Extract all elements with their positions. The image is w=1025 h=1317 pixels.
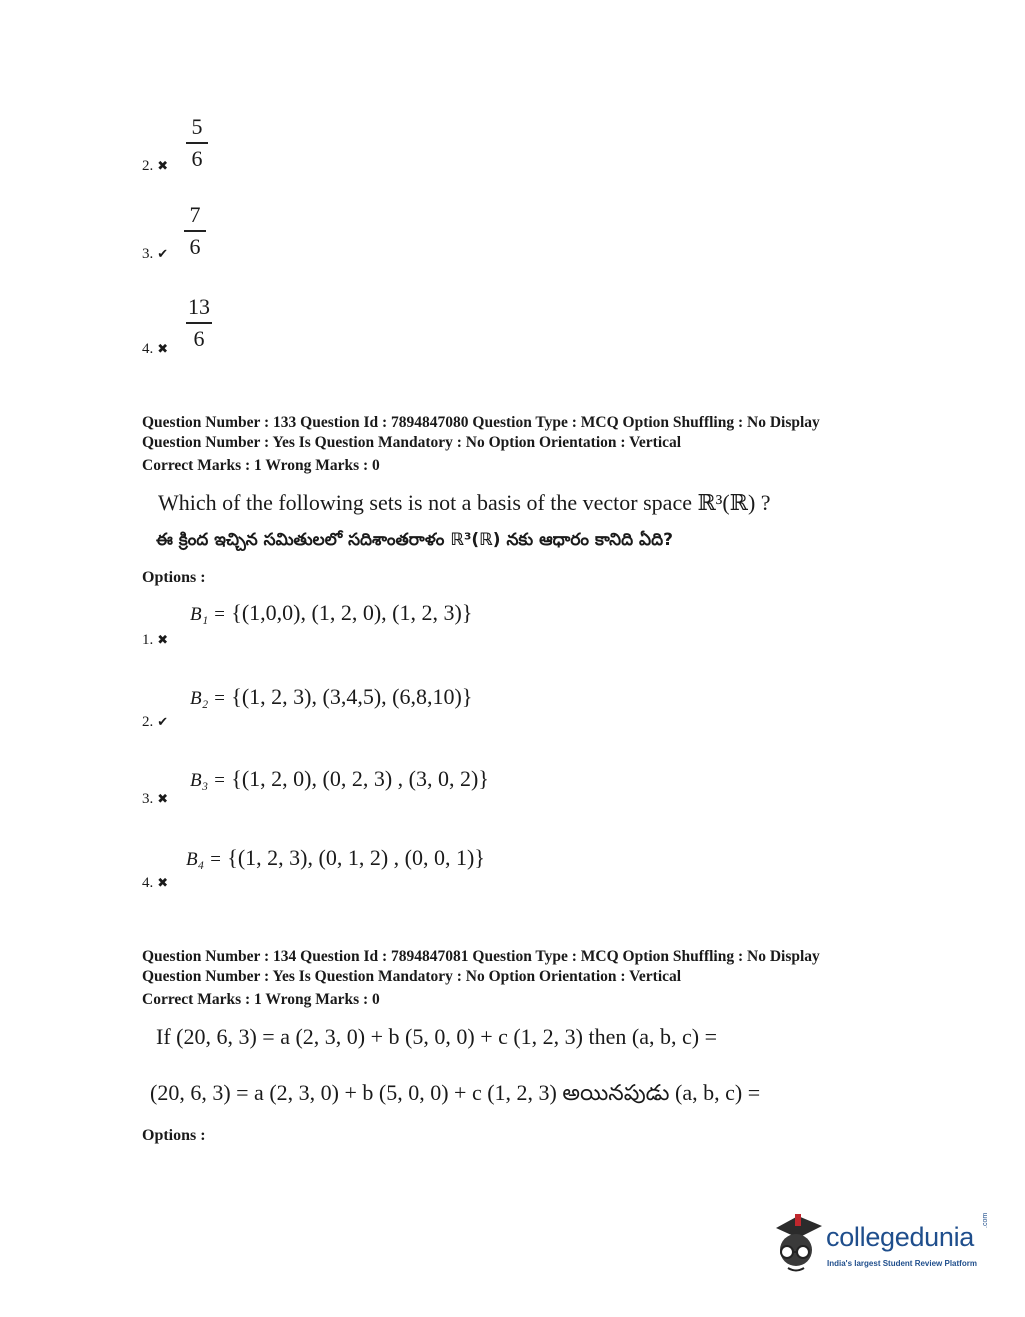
- numerator: 5: [191, 114, 203, 139]
- check-mark-icon: ✔: [157, 714, 169, 729]
- fraction-bar: [186, 142, 208, 144]
- set-label: B₄ =: [186, 849, 222, 870]
- numerator: 7: [189, 202, 201, 227]
- q133-option-3-marker: [142, 791, 168, 808]
- q133-meta-line-1: Question Number : 133 Question Id : 7894847080 Question Type : MCQ Option Shuffling : No Display: [142, 414, 820, 431]
- q133-option-1-marker: [142, 632, 168, 649]
- q133-option-2-marker: [142, 714, 168, 731]
- q134-question-english: If (20, 6, 3) = a (2, 3, 0) + b (5, 0, 0) + c (1, 2, 3) then (a, b, c) =: [156, 1024, 717, 1049]
- prev-option-3: [142, 246, 168, 263]
- collegedunia-logo: [768, 1210, 998, 1280]
- q134-options-label: Options :: [142, 1127, 206, 1144]
- mascot-icon: [768, 1210, 826, 1276]
- option-number: 2.: [142, 158, 154, 174]
- logo-tagline: India's largest Student Review Platform: [827, 1259, 977, 1268]
- q133-option-2-set: [190, 684, 472, 710]
- option-number: 3.: [142, 791, 154, 807]
- fraction-seven-sixths: [184, 204, 206, 258]
- set-elements: {(1, 2, 3), (0, 1, 2) , (0, 0, 1)}: [227, 845, 485, 870]
- q134-meta-line-2: Question Number : Yes Is Question Mandatory : No Option Orientation : Vertical: [142, 968, 682, 985]
- q133-option-3-set: [190, 766, 489, 792]
- set-elements: {(1, 2, 3), (3,4,5), (6,8,10)}: [231, 684, 473, 709]
- fraction-five-sixths: [186, 116, 208, 170]
- prev-option-2: [142, 158, 168, 175]
- set-elements: {(1, 2, 0), (0, 2, 3) , (3, 0, 2)}: [231, 766, 489, 791]
- wrong-mark-icon: ✖: [157, 791, 169, 806]
- logo-name: collegedunia: [826, 1222, 975, 1252]
- option-number: 2.: [142, 714, 154, 730]
- set-label: B₂ =: [190, 688, 226, 709]
- set-label: B₁ =: [190, 604, 226, 625]
- wrong-mark-icon: ✖: [157, 875, 169, 890]
- denominator: 6: [191, 146, 203, 171]
- option-number: 1.: [142, 632, 154, 648]
- option-number: 4.: [142, 341, 154, 357]
- q134-question-telugu: (20, 6, 3) = a (2, 3, 0) + b (5, 0, 0) + c (1, 2, 3) అయినపుడు (a, b, c) =: [150, 1080, 761, 1105]
- option-number: 4.: [142, 875, 154, 891]
- logo-suffix: .com: [982, 1212, 989, 1228]
- wrong-mark-icon: ✖: [157, 158, 169, 173]
- option-number: 3.: [142, 246, 154, 262]
- numerator: 13: [188, 294, 210, 319]
- wrong-mark-icon: ✖: [157, 341, 169, 356]
- prev-option-4: [142, 341, 168, 358]
- q133-option-4-marker: [142, 875, 168, 892]
- wrong-mark-icon: ✖: [157, 632, 169, 647]
- q134-meta-line-3: Correct Marks : 1 Wrong Marks : 0: [142, 991, 380, 1008]
- set-label: B₃ =: [190, 770, 226, 791]
- denominator: 6: [193, 326, 205, 351]
- q133-option-4-set: [186, 845, 485, 871]
- set-elements: {(1,0,0), (1, 2, 0), (1, 2, 3)}: [231, 600, 473, 625]
- q134-metadata: [142, 947, 820, 1010]
- q133-meta-line-2: Question Number : Yes Is Question Mandatory : No Option Orientation : Vertical: [142, 434, 682, 451]
- fraction-bar: [186, 322, 212, 324]
- q133-options-label: Options :: [142, 569, 206, 586]
- q133-question-telugu: ఈ క్రింద ఇచ్చిన సమితులలో సదిశాంతరాళం ℝ³(ℝ) నకు ఆధారం కానిది ఏది?: [156, 530, 673, 550]
- q133-metadata: [142, 413, 820, 476]
- q133-question-english: Which of the following sets is not a basis of the vector space ℝ³(ℝ) ?: [158, 490, 771, 515]
- q133-meta-line-3: Correct Marks : 1 Wrong Marks : 0: [142, 457, 380, 474]
- denominator: 6: [189, 234, 201, 259]
- fraction-bar: [184, 230, 206, 232]
- check-mark-icon: ✔: [157, 246, 169, 261]
- q133-option-1-set: [190, 600, 472, 626]
- fraction-thirteen-sixths: [186, 296, 212, 350]
- q134-meta-line-1: Question Number : 134 Question Id : 7894847081 Question Type : MCQ Option Shuffling : No Display: [142, 948, 820, 965]
